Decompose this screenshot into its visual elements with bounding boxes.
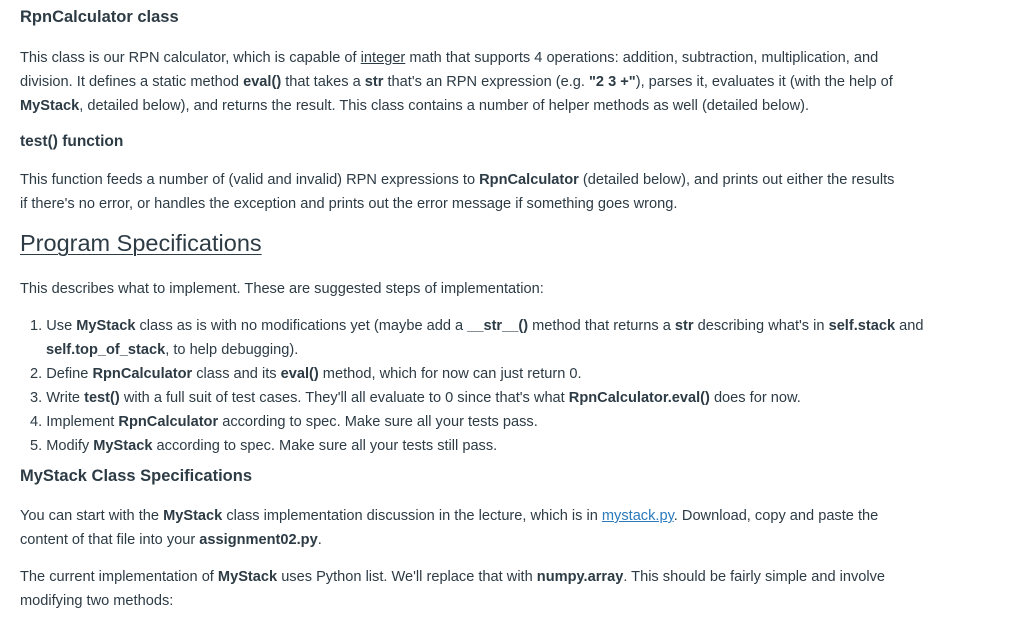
mystack-paragraph-line-1 bbox=[20, 506, 878, 526]
text: Write bbox=[42, 390, 85, 406]
program-specifications-heading: Program Specifications bbox=[20, 230, 262, 256]
eval-bold: eval() bbox=[243, 74, 282, 90]
rpncalculator-bold: RpnCalculator bbox=[118, 414, 219, 430]
assignment-file-bold: assignment02.py bbox=[199, 532, 318, 548]
mystack-bold: MyStack bbox=[20, 98, 80, 114]
list-number: 1. bbox=[30, 318, 43, 334]
mystack-py-link[interactable]: mystack.py bbox=[601, 508, 674, 524]
rpncalculator-eval-bold: RpnCalculator.eval() bbox=[568, 390, 710, 406]
text: class and its bbox=[192, 366, 281, 382]
text: describing what's in bbox=[693, 318, 829, 334]
text: content of that file into your bbox=[20, 532, 200, 548]
text: uses Python list. We'll replace that with bbox=[277, 569, 537, 585]
test-function-heading: test() function bbox=[20, 133, 124, 150]
list-number: 4. bbox=[30, 414, 43, 430]
text: class as is with no modifications yet (maybe add a bbox=[135, 318, 468, 334]
text: class implementation discussion in the lecture, which is in bbox=[222, 508, 602, 524]
text: , to help debugging). bbox=[165, 342, 299, 358]
text: (detailed below), and prints out either the results bbox=[578, 172, 895, 188]
example-expression-bold: "2 3 +" bbox=[589, 74, 636, 90]
text: does for now. bbox=[709, 390, 801, 406]
text: , detailed below), and returns the result. This class contains a number of helper methods as well (detailed below). bbox=[79, 98, 810, 114]
text: method, which for now can just return 0. bbox=[318, 366, 582, 382]
test-paragraph-line-2 bbox=[20, 194, 677, 214]
mystack-paragraph-line-2 bbox=[20, 530, 322, 550]
list-number: 2. bbox=[30, 366, 43, 382]
text: with a full suit of test cases. They'll all evaluate to 0 since that's what bbox=[119, 390, 569, 406]
integer-underlined: integer bbox=[360, 50, 406, 66]
test-paragraph-line-1 bbox=[20, 170, 894, 190]
text: modifying two methods: bbox=[20, 593, 174, 609]
rpncalculator-bold: RpnCalculator bbox=[92, 366, 193, 382]
text: This describes what to implement. These are suggested steps of implementation: bbox=[20, 281, 544, 297]
numpy-array-bold: numpy.array bbox=[536, 569, 624, 585]
mystack-bold: MyStack bbox=[76, 318, 136, 334]
text: if there's no error, or handles the exception and prints out the error message if something goes wrong. bbox=[20, 196, 678, 212]
text: This function feeds a number of (valid and invalid) RPN expressions to bbox=[20, 172, 480, 188]
str-method-bold: __str__() bbox=[467, 318, 529, 334]
text: division. It defines a static method bbox=[20, 74, 244, 90]
spec-list-item-5 bbox=[30, 436, 497, 456]
rpncalculator-bold: RpnCalculator bbox=[479, 172, 579, 188]
text: Modify bbox=[42, 438, 94, 454]
mystack-paragraph-line-4 bbox=[20, 591, 173, 611]
mystack-bold: MyStack bbox=[163, 508, 223, 524]
str-bold: str bbox=[364, 74, 384, 90]
text: Define bbox=[42, 366, 93, 382]
text: math that supports 4 operations: addition, subtraction, multiplication, and bbox=[405, 50, 879, 66]
text: . This should be fairly simple and involve bbox=[623, 569, 886, 585]
rpn-paragraph-line-1 bbox=[20, 48, 878, 68]
text: that takes a bbox=[281, 74, 365, 90]
text: Use bbox=[42, 318, 77, 334]
spec-list-item-2 bbox=[30, 364, 582, 384]
text: . bbox=[317, 532, 322, 548]
spec-intro bbox=[20, 279, 544, 299]
str-bold: str bbox=[674, 318, 694, 334]
mystack-specifications-heading: MyStack Class Specifications bbox=[20, 467, 253, 485]
mystack-paragraph-line-3 bbox=[20, 567, 885, 587]
text: Implement bbox=[42, 414, 119, 430]
text: . Download, copy and paste the bbox=[673, 508, 879, 524]
top-of-stack-bold: self.top_of_stack bbox=[46, 342, 166, 358]
spec-list-item-4 bbox=[30, 412, 538, 432]
text: according to spec. Make sure all your tests still pass. bbox=[152, 438, 498, 454]
text: You can start with the bbox=[20, 508, 164, 524]
rpn-paragraph-line-2 bbox=[20, 72, 893, 92]
spec-list-item-1 bbox=[30, 316, 924, 336]
text: according to spec. Make sure all your tests pass. bbox=[218, 414, 538, 430]
list-number: 5. bbox=[30, 438, 43, 454]
text: that's an RPN expression (e.g. bbox=[383, 74, 589, 90]
self-stack-bold: self.stack bbox=[828, 318, 896, 334]
eval-bold: eval() bbox=[280, 366, 319, 382]
text: The current implementation of bbox=[20, 569, 218, 585]
test-bold: test() bbox=[84, 390, 120, 406]
text: and bbox=[895, 318, 924, 334]
spec-list-item-1-continued bbox=[46, 340, 298, 360]
mystack-bold: MyStack bbox=[93, 438, 153, 454]
list-number: 3. bbox=[30, 390, 43, 406]
text: ), parses it, evaluates it (with the help of bbox=[635, 74, 893, 90]
rpn-paragraph-line-3 bbox=[20, 96, 809, 116]
spec-list-item-3 bbox=[30, 388, 801, 408]
mystack-bold: MyStack bbox=[217, 569, 278, 585]
rpn-calculator-heading: RpnCalculator class bbox=[20, 8, 179, 26]
text: This class is our RPN calculator, which is capable of bbox=[20, 50, 361, 66]
text: method that returns a bbox=[528, 318, 675, 334]
